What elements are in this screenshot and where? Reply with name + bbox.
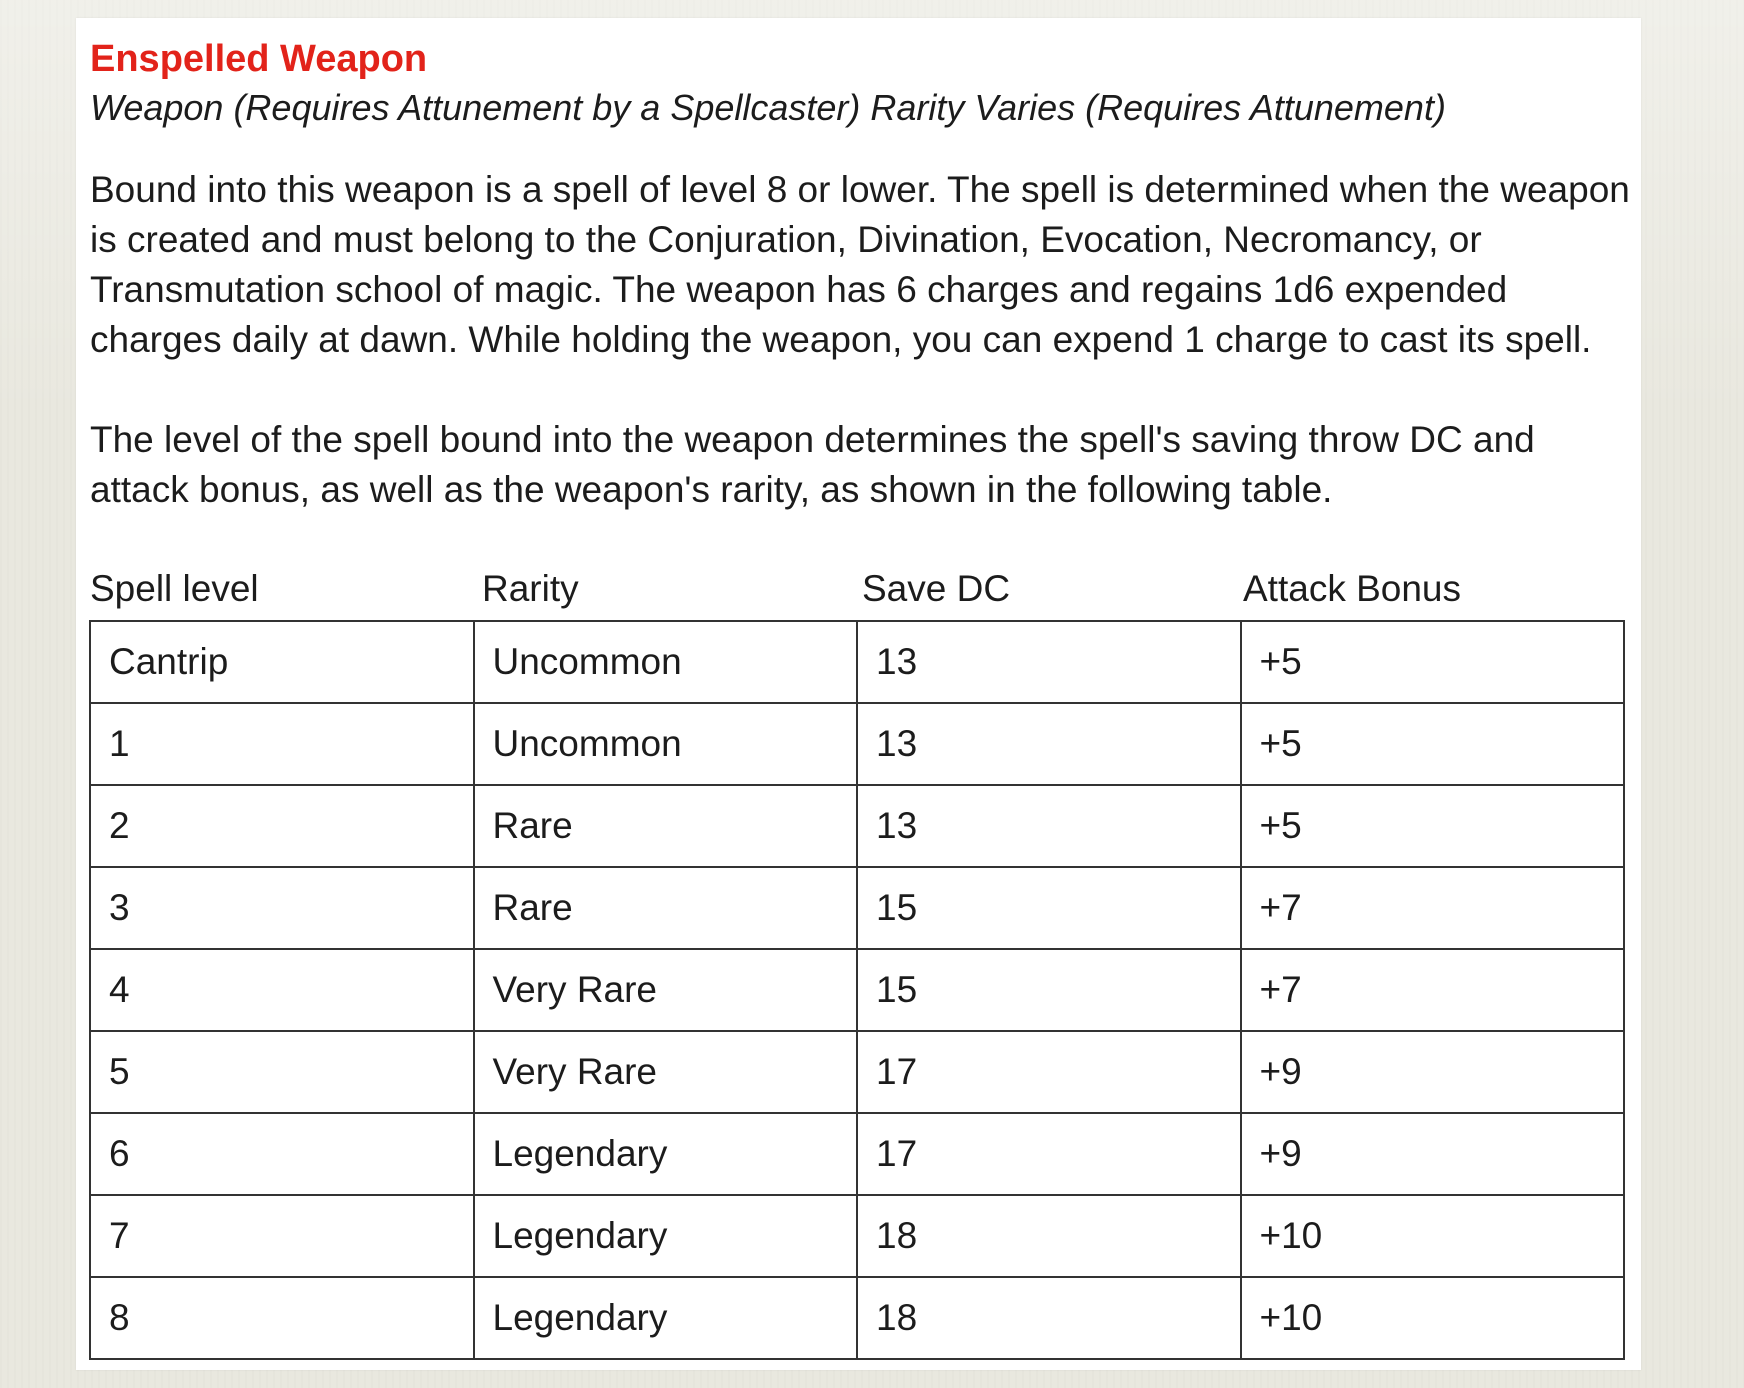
table-row bbox=[90, 703, 1624, 785]
cell-save-dc: 15 bbox=[857, 867, 1241, 949]
cell-rarity: Legendary bbox=[474, 1113, 858, 1195]
cell-spell-level: 6 bbox=[90, 1113, 474, 1195]
table-row bbox=[90, 1113, 1624, 1195]
cell-save-dc: 17 bbox=[857, 1031, 1241, 1113]
cell-attack-bonus: +10 bbox=[1241, 1277, 1625, 1359]
column-header-rarity: Rarity bbox=[482, 568, 579, 609]
cell-rarity: Uncommon bbox=[474, 621, 858, 703]
cell-attack-bonus: +5 bbox=[1241, 785, 1625, 867]
item-title: Enspelled Weapon bbox=[90, 38, 428, 80]
cell-save-dc: 15 bbox=[857, 949, 1241, 1031]
description-paragraph: Bound into this weapon is a spell of level 8 or lower. The spell is determined when the weapon is created and must belong to the Conjuration, Divination, Evocation, Necromancy, or Transmutation school of magic. The weapon has 6 charges and regains 1d6 expended charges daily at dawn. While holding the weapon, you can expend 1 charge to cast its spell. bbox=[90, 169, 1630, 360]
cell-spell-level: Cantrip bbox=[90, 621, 474, 703]
cell-spell-level: 1 bbox=[90, 703, 474, 785]
cell-spell-level: 4 bbox=[90, 949, 474, 1031]
cell-save-dc: 18 bbox=[857, 1195, 1241, 1277]
column-header-save-dc: Save DC bbox=[862, 568, 1011, 609]
description-paragraph: The level of the spell bound into the weapon determines the spell's saving throw DC and attack bonus, as well as the weapon's rarity, as shown in the following table. bbox=[90, 419, 1535, 510]
cell-rarity: Legendary bbox=[474, 1277, 858, 1359]
cell-attack-bonus: +5 bbox=[1241, 621, 1625, 703]
cell-rarity: Rare bbox=[474, 785, 858, 867]
table-row bbox=[90, 785, 1624, 867]
cell-rarity: Rare bbox=[474, 867, 858, 949]
cell-spell-level: 8 bbox=[90, 1277, 474, 1359]
cell-save-dc: 18 bbox=[857, 1277, 1241, 1359]
column-header-spell-level: Spell level bbox=[90, 568, 259, 609]
cell-rarity: Uncommon bbox=[474, 703, 858, 785]
cell-spell-level: 7 bbox=[90, 1195, 474, 1277]
cell-rarity: Very Rare bbox=[474, 949, 858, 1031]
cell-rarity: Very Rare bbox=[474, 1031, 858, 1113]
item-card bbox=[76, 18, 1641, 1370]
cell-save-dc: 13 bbox=[857, 621, 1241, 703]
table-row bbox=[90, 621, 1624, 703]
cell-rarity: Legendary bbox=[474, 1195, 858, 1277]
cell-spell-level: 5 bbox=[90, 1031, 474, 1113]
cell-spell-level: 2 bbox=[90, 785, 474, 867]
item-subtitle: Weapon (Requires Attunement by a Spellcaster) Rarity Varies (Requires Attunement) bbox=[90, 87, 1446, 128]
cell-save-dc: 17 bbox=[857, 1113, 1241, 1195]
table-row bbox=[90, 949, 1624, 1031]
table-row bbox=[90, 1277, 1624, 1359]
table-row bbox=[90, 1031, 1624, 1113]
table-row bbox=[90, 1195, 1624, 1277]
cell-attack-bonus: +7 bbox=[1241, 949, 1625, 1031]
cell-attack-bonus: +5 bbox=[1241, 703, 1625, 785]
cell-spell-level: 3 bbox=[90, 867, 474, 949]
cell-save-dc: 13 bbox=[857, 703, 1241, 785]
table-row bbox=[90, 867, 1624, 949]
cell-attack-bonus: +9 bbox=[1241, 1113, 1625, 1195]
column-header-attack-bonus: Attack Bonus bbox=[1243, 568, 1462, 609]
cell-save-dc: 13 bbox=[857, 785, 1241, 867]
cell-attack-bonus: +9 bbox=[1241, 1031, 1625, 1113]
spell-level-table bbox=[89, 620, 1625, 1360]
cell-attack-bonus: +7 bbox=[1241, 867, 1625, 949]
cell-attack-bonus: +10 bbox=[1241, 1195, 1625, 1277]
